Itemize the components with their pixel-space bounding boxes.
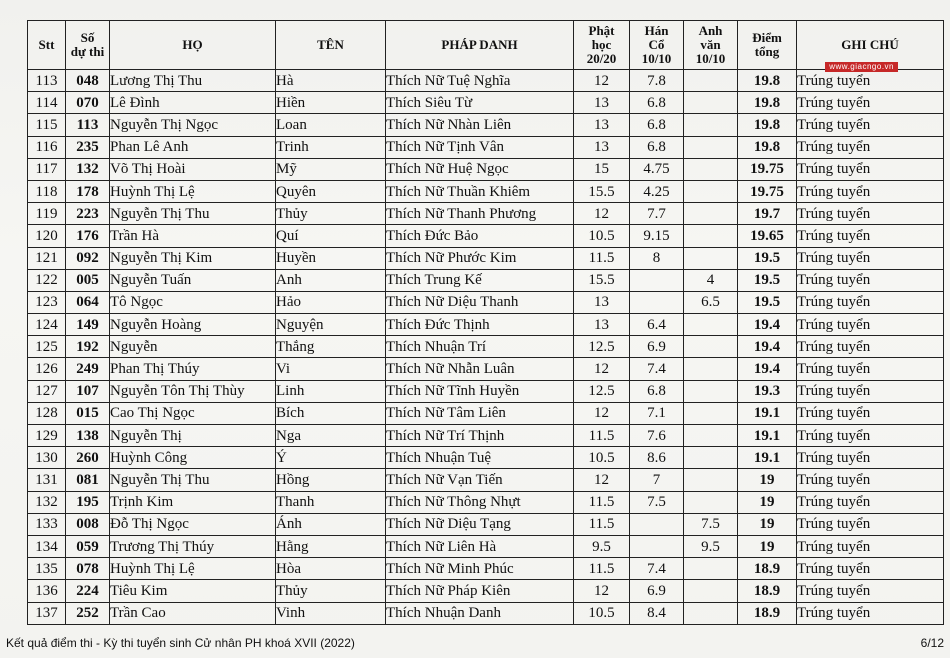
cell-diem-tong: 19: [738, 491, 797, 513]
cell-han-co: 6.8: [630, 114, 684, 136]
table-row: [28, 70, 944, 92]
cell-diem-tong: 19.65: [738, 225, 797, 247]
cell-ghi-chu: Trúng tuyển: [797, 114, 944, 136]
cell-stt: 124: [28, 314, 66, 336]
table-row: [28, 136, 944, 158]
cell-anh-van: [684, 469, 738, 491]
cell-stt: 136: [28, 580, 66, 602]
cell-stt: 134: [28, 535, 66, 557]
cell-han-co: [630, 269, 684, 291]
cell-han-co: 7.7: [630, 203, 684, 225]
cell-ghi-chu: Trúng tuyển: [797, 602, 944, 624]
cell-phap-danh: Thích Nhuận Trí: [386, 336, 574, 358]
cell-ghi-chu: Trúng tuyển: [797, 336, 944, 358]
cell-phat-hoc: 12: [574, 580, 630, 602]
cell-han-co: 8: [630, 247, 684, 269]
cell-phap-danh: Thích Nữ Thuần Khiêm: [386, 180, 574, 202]
cell-so-du-thi: 059: [66, 535, 110, 557]
table-row: [28, 291, 944, 313]
cell-diem-tong: 19.75: [738, 180, 797, 202]
cell-ghi-chu: Trúng tuyển: [797, 269, 944, 291]
cell-so-du-thi: 149: [66, 314, 110, 336]
cell-phat-hoc: 12: [574, 70, 630, 92]
cell-phat-hoc: 11.5: [574, 247, 630, 269]
cell-ghi-chu: Trúng tuyển: [797, 180, 944, 202]
cell-ghi-chu: Trúng tuyển: [797, 70, 944, 92]
cell-diem-tong: 19.1: [738, 447, 797, 469]
cell-ten: Mỹ: [276, 158, 386, 180]
cell-phap-danh: Thích Đức Thịnh: [386, 314, 574, 336]
cell-ho: Trần Cao: [110, 602, 276, 624]
table-row: [28, 92, 944, 114]
cell-phat-hoc: 13: [574, 136, 630, 158]
cell-diem-tong: 19.3: [738, 380, 797, 402]
cell-ghi-chu: Trúng tuyển: [797, 402, 944, 424]
cell-so-du-thi: 260: [66, 447, 110, 469]
cell-ghi-chu: Trúng tuyển: [797, 158, 944, 180]
cell-ho: Tiêu Kim: [110, 580, 276, 602]
cell-diem-tong: 19.75: [738, 158, 797, 180]
header-anh-van: Anh văn 10/10: [684, 21, 738, 70]
cell-ho: Đỗ Thị Ngọc: [110, 513, 276, 535]
cell-phat-hoc: 13: [574, 291, 630, 313]
cell-ten: Anh: [276, 269, 386, 291]
cell-ten: Vi: [276, 358, 386, 380]
header-phap-danh: PHÁP DANH: [386, 21, 574, 70]
footer-caption: Kết quả điểm thi - Kỳ thi tuyển sinh Cử nhân PH khoá XVII (2022): [6, 636, 355, 650]
cell-ho: Tô Ngọc: [110, 291, 276, 313]
cell-ho: Nguyễn Thị Thu: [110, 203, 276, 225]
cell-phat-hoc: 11.5: [574, 513, 630, 535]
cell-phat-hoc: 11.5: [574, 491, 630, 513]
cell-ten: Hằng: [276, 535, 386, 557]
cell-han-co: 4.75: [630, 158, 684, 180]
table-row: [28, 558, 944, 580]
cell-han-co: 8.4: [630, 602, 684, 624]
header-han-co: Hán Cổ 10/10: [630, 21, 684, 70]
cell-ghi-chu: Trúng tuyển: [797, 92, 944, 114]
cell-diem-tong: 19.4: [738, 336, 797, 358]
cell-phap-danh: Thích Trung Kế: [386, 269, 574, 291]
cell-phap-danh: Thích Nữ Tịnh Vân: [386, 136, 574, 158]
cell-stt: 116: [28, 136, 66, 158]
cell-ten: Linh: [276, 380, 386, 402]
cell-ten: Hảo: [276, 291, 386, 313]
cell-han-co: [630, 535, 684, 557]
cell-ho: Trịnh Kim: [110, 491, 276, 513]
cell-so-du-thi: 092: [66, 247, 110, 269]
cell-stt: 127: [28, 380, 66, 402]
table-row: [28, 380, 944, 402]
table-row: [28, 535, 944, 557]
cell-ten: Huyền: [276, 247, 386, 269]
cell-so-du-thi: 176: [66, 225, 110, 247]
cell-ghi-chu: Trúng tuyển: [797, 447, 944, 469]
cell-so-du-thi: 078: [66, 558, 110, 580]
cell-anh-van: [684, 425, 738, 447]
results-table: [27, 20, 944, 625]
cell-phap-danh: Thích Nhuận Danh: [386, 602, 574, 624]
cell-stt: 137: [28, 602, 66, 624]
table-row: [28, 425, 944, 447]
cell-stt: 113: [28, 70, 66, 92]
cell-stt: 119: [28, 203, 66, 225]
cell-phap-danh: Thích Nữ Huệ Ngọc: [386, 158, 574, 180]
cell-han-co: 6.8: [630, 92, 684, 114]
cell-ten: Loan: [276, 114, 386, 136]
cell-stt: 115: [28, 114, 66, 136]
table-row: [28, 336, 944, 358]
page-number: 6/12: [920, 636, 944, 650]
cell-ho: Võ Thị Hoài: [110, 158, 276, 180]
table-row: [28, 580, 944, 602]
cell-diem-tong: 19.5: [738, 247, 797, 269]
cell-stt: 133: [28, 513, 66, 535]
cell-phap-danh: Thích Nữ Diệu Thanh: [386, 291, 574, 313]
table-header-row: [28, 21, 944, 70]
cell-phap-danh: Thích Nữ Thông Nhựt: [386, 491, 574, 513]
cell-so-du-thi: 064: [66, 291, 110, 313]
cell-ten: Ý: [276, 447, 386, 469]
header-ho: HỌ: [110, 21, 276, 70]
cell-han-co: 6.8: [630, 380, 684, 402]
cell-han-co: 7.6: [630, 425, 684, 447]
cell-so-du-thi: 048: [66, 70, 110, 92]
cell-diem-tong: 19.8: [738, 114, 797, 136]
cell-ten: Trinh: [276, 136, 386, 158]
cell-anh-van: [684, 358, 738, 380]
cell-diem-tong: 19.8: [738, 136, 797, 158]
table-row: [28, 602, 944, 624]
table-row: [28, 491, 944, 513]
cell-ho: Lương Thị Thu: [110, 70, 276, 92]
cell-so-du-thi: 178: [66, 180, 110, 202]
cell-diem-tong: 19.8: [738, 92, 797, 114]
cell-phat-hoc: 10.5: [574, 602, 630, 624]
cell-han-co: [630, 513, 684, 535]
cell-han-co: 8.6: [630, 447, 684, 469]
cell-ghi-chu: Trúng tuyển: [797, 358, 944, 380]
cell-ghi-chu: Trúng tuyển: [797, 136, 944, 158]
cell-phat-hoc: 15: [574, 158, 630, 180]
cell-han-co: 6.4: [630, 314, 684, 336]
cell-ghi-chu: Trúng tuyển: [797, 225, 944, 247]
table-body: [28, 70, 944, 625]
cell-ten: Vinh: [276, 602, 386, 624]
cell-han-co: 7.5: [630, 491, 684, 513]
cell-ho: Nguyễn Tuấn: [110, 269, 276, 291]
cell-ghi-chu: Trúng tuyển: [797, 558, 944, 580]
cell-ghi-chu: Trúng tuyển: [797, 513, 944, 535]
cell-ho: Huỳnh Thị Lệ: [110, 558, 276, 580]
table-row: [28, 225, 944, 247]
cell-anh-van: 6.5: [684, 291, 738, 313]
cell-ho: Trương Thị Thúy: [110, 535, 276, 557]
cell-diem-tong: 19.5: [738, 269, 797, 291]
cell-diem-tong: 19.7: [738, 203, 797, 225]
table-row: [28, 469, 944, 491]
cell-phat-hoc: 15.5: [574, 180, 630, 202]
table-row: [28, 513, 944, 535]
cell-anh-van: [684, 402, 738, 424]
cell-ten: Quyên: [276, 180, 386, 202]
cell-so-du-thi: 113: [66, 114, 110, 136]
cell-phat-hoc: 11.5: [574, 558, 630, 580]
cell-anh-van: [684, 158, 738, 180]
cell-anh-van: [684, 314, 738, 336]
header-stt: Stt: [28, 21, 66, 70]
cell-stt: 120: [28, 225, 66, 247]
cell-ten: Nga: [276, 425, 386, 447]
cell-phap-danh: Thích Nữ Minh Phúc: [386, 558, 574, 580]
cell-ho: Nguyễn Tôn Thị Thùy: [110, 380, 276, 402]
cell-anh-van: 4: [684, 269, 738, 291]
cell-diem-tong: 19.4: [738, 314, 797, 336]
header-ten: TÊN: [276, 21, 386, 70]
cell-ho: Nguyễn Thị Ngọc: [110, 114, 276, 136]
cell-ghi-chu: Trúng tuyển: [797, 380, 944, 402]
cell-phat-hoc: 15.5: [574, 269, 630, 291]
cell-phat-hoc: 11.5: [574, 425, 630, 447]
cell-phap-danh: Thích Nữ Diệu Tạng: [386, 513, 574, 535]
cell-anh-van: [684, 225, 738, 247]
cell-phap-danh: Thích Nữ Nhàn Liên: [386, 114, 574, 136]
cell-anh-van: [684, 203, 738, 225]
cell-han-co: 7.4: [630, 558, 684, 580]
cell-ten: Hà: [276, 70, 386, 92]
cell-diem-tong: 19: [738, 513, 797, 535]
cell-so-du-thi: 138: [66, 425, 110, 447]
cell-ghi-chu: Trúng tuyển: [797, 203, 944, 225]
cell-phat-hoc: 13: [574, 114, 630, 136]
cell-phat-hoc: 9.5: [574, 535, 630, 557]
cell-phap-danh: Thích Nữ Vạn Tiến: [386, 469, 574, 491]
cell-so-du-thi: 005: [66, 269, 110, 291]
cell-so-du-thi: 132: [66, 158, 110, 180]
cell-han-co: 7: [630, 469, 684, 491]
cell-stt: 132: [28, 491, 66, 513]
cell-ten: Quí: [276, 225, 386, 247]
cell-phap-danh: Thích Nữ Trí Thịnh: [386, 425, 574, 447]
cell-anh-van: [684, 380, 738, 402]
cell-anh-van: [684, 558, 738, 580]
cell-ghi-chu: Trúng tuyển: [797, 314, 944, 336]
cell-so-du-thi: 070: [66, 92, 110, 114]
cell-ten: Nguyện: [276, 314, 386, 336]
cell-ho: Huỳnh Thị Lệ: [110, 180, 276, 202]
cell-diem-tong: 18.9: [738, 580, 797, 602]
cell-phat-hoc: 12: [574, 469, 630, 491]
cell-so-du-thi: 008: [66, 513, 110, 535]
cell-so-du-thi: 249: [66, 358, 110, 380]
cell-anh-van: [684, 92, 738, 114]
cell-so-du-thi: 224: [66, 580, 110, 602]
cell-anh-van: [684, 70, 738, 92]
table-row: [28, 402, 944, 424]
cell-phap-danh: Thích Nữ Tĩnh Huyền: [386, 380, 574, 402]
cell-phap-danh: Thích Nữ Thanh Phương: [386, 203, 574, 225]
cell-han-co: 6.8: [630, 136, 684, 158]
cell-diem-tong: 19.8: [738, 70, 797, 92]
cell-diem-tong: 19.1: [738, 425, 797, 447]
cell-han-co: 7.4: [630, 358, 684, 380]
cell-phap-danh: Thích Đức Bảo: [386, 225, 574, 247]
cell-ho: Phan Lê Anh: [110, 136, 276, 158]
cell-han-co: 7.8: [630, 70, 684, 92]
cell-ho: Nguyễn Thị: [110, 425, 276, 447]
cell-phap-danh: Thích Siêu Từ: [386, 92, 574, 114]
table-row: [28, 314, 944, 336]
cell-diem-tong: 19.5: [738, 291, 797, 313]
cell-ten: Thanh: [276, 491, 386, 513]
cell-stt: 123: [28, 291, 66, 313]
cell-han-co: 6.9: [630, 336, 684, 358]
cell-so-du-thi: 195: [66, 491, 110, 513]
cell-stt: 131: [28, 469, 66, 491]
cell-anh-van: 7.5: [684, 513, 738, 535]
cell-ho: Cao Thị Ngọc: [110, 402, 276, 424]
cell-phap-danh: Thích Nữ Liên Hà: [386, 535, 574, 557]
cell-han-co: 9.15: [630, 225, 684, 247]
cell-phat-hoc: 13: [574, 92, 630, 114]
cell-stt: 130: [28, 447, 66, 469]
watermark-logo: www.giacngo.vn: [825, 62, 898, 72]
table-row: [28, 114, 944, 136]
cell-stt: 117: [28, 158, 66, 180]
cell-anh-van: [684, 447, 738, 469]
cell-ho: Nguyễn Hoàng: [110, 314, 276, 336]
cell-so-du-thi: 081: [66, 469, 110, 491]
cell-anh-van: [684, 336, 738, 358]
cell-ten: Thủy: [276, 203, 386, 225]
cell-phat-hoc: 12: [574, 358, 630, 380]
cell-anh-van: [684, 580, 738, 602]
cell-ghi-chu: Trúng tuyển: [797, 535, 944, 557]
cell-phap-danh: Thích Nữ Nhẫn Luân: [386, 358, 574, 380]
cell-stt: 125: [28, 336, 66, 358]
cell-ten: Thủy: [276, 580, 386, 602]
cell-phap-danh: Thích Nữ Pháp Kiên: [386, 580, 574, 602]
header-so-du-thi: Số dự thi: [66, 21, 110, 70]
table-row: [28, 158, 944, 180]
table-row: [28, 247, 944, 269]
cell-ten: Thắng: [276, 336, 386, 358]
cell-ghi-chu: Trúng tuyển: [797, 580, 944, 602]
cell-anh-van: [684, 602, 738, 624]
table-row: [28, 358, 944, 380]
table-row: [28, 447, 944, 469]
cell-ghi-chu: Trúng tuyển: [797, 469, 944, 491]
cell-diem-tong: 19.4: [738, 358, 797, 380]
cell-phap-danh: Thích Nữ Phước Kim: [386, 247, 574, 269]
cell-so-du-thi: 192: [66, 336, 110, 358]
header-phat-hoc: Phật học 20/20: [574, 21, 630, 70]
cell-stt: 121: [28, 247, 66, 269]
cell-so-du-thi: 107: [66, 380, 110, 402]
table-row: [28, 180, 944, 202]
cell-han-co: [630, 291, 684, 313]
cell-phat-hoc: 12: [574, 402, 630, 424]
cell-phat-hoc: 12.5: [574, 380, 630, 402]
cell-ho: Lê Đình: [110, 92, 276, 114]
cell-ho: Huỳnh Công: [110, 447, 276, 469]
cell-diem-tong: 19.1: [738, 402, 797, 424]
cell-han-co: 4.25: [630, 180, 684, 202]
cell-stt: 114: [28, 92, 66, 114]
cell-diem-tong: 18.9: [738, 558, 797, 580]
cell-anh-van: 9.5: [684, 535, 738, 557]
cell-stt: 129: [28, 425, 66, 447]
cell-ho: Trần Hà: [110, 225, 276, 247]
cell-ten: Bích: [276, 402, 386, 424]
cell-ghi-chu: Trúng tuyển: [797, 425, 944, 447]
cell-diem-tong: 18.9: [738, 602, 797, 624]
cell-diem-tong: 19: [738, 469, 797, 491]
cell-ho: Nguyễn: [110, 336, 276, 358]
cell-anh-van: [684, 180, 738, 202]
cell-so-du-thi: 235: [66, 136, 110, 158]
cell-ten: Hiền: [276, 92, 386, 114]
cell-ghi-chu: Trúng tuyển: [797, 247, 944, 269]
cell-anh-van: [684, 114, 738, 136]
cell-anh-van: [684, 136, 738, 158]
cell-so-du-thi: 015: [66, 402, 110, 424]
cell-phat-hoc: 12: [574, 203, 630, 225]
cell-anh-van: [684, 247, 738, 269]
cell-ho: Nguyễn Thị Kim: [110, 247, 276, 269]
cell-so-du-thi: 252: [66, 602, 110, 624]
cell-ghi-chu: Trúng tuyển: [797, 491, 944, 513]
cell-ten: Hòa: [276, 558, 386, 580]
cell-han-co: 6.9: [630, 580, 684, 602]
cell-ghi-chu: Trúng tuyển: [797, 291, 944, 313]
cell-phap-danh: Thích Nữ Tuệ Nghĩa: [386, 70, 574, 92]
cell-phat-hoc: 10.5: [574, 225, 630, 247]
cell-stt: 118: [28, 180, 66, 202]
cell-han-co: 7.1: [630, 402, 684, 424]
cell-ho: Phan Thị Thúy: [110, 358, 276, 380]
cell-stt: 128: [28, 402, 66, 424]
cell-phap-danh: Thích Nữ Tâm Liên: [386, 402, 574, 424]
cell-phat-hoc: 13: [574, 314, 630, 336]
cell-ten: Ánh: [276, 513, 386, 535]
cell-so-du-thi: 223: [66, 203, 110, 225]
cell-ten: Hồng: [276, 469, 386, 491]
cell-phap-danh: Thích Nhuận Tuệ: [386, 447, 574, 469]
cell-anh-van: [684, 491, 738, 513]
header-ghi-chu: GHI CHÚ: [797, 21, 944, 70]
cell-stt: 122: [28, 269, 66, 291]
table-row: [28, 269, 944, 291]
table-row: [28, 203, 944, 225]
cell-phat-hoc: 12.5: [574, 336, 630, 358]
cell-stt: 135: [28, 558, 66, 580]
cell-diem-tong: 19: [738, 535, 797, 557]
cell-phat-hoc: 10.5: [574, 447, 630, 469]
cell-ho: Nguyễn Thị Thu: [110, 469, 276, 491]
cell-stt: 126: [28, 358, 66, 380]
header-diem-tong: Điểm tổng: [738, 21, 797, 70]
